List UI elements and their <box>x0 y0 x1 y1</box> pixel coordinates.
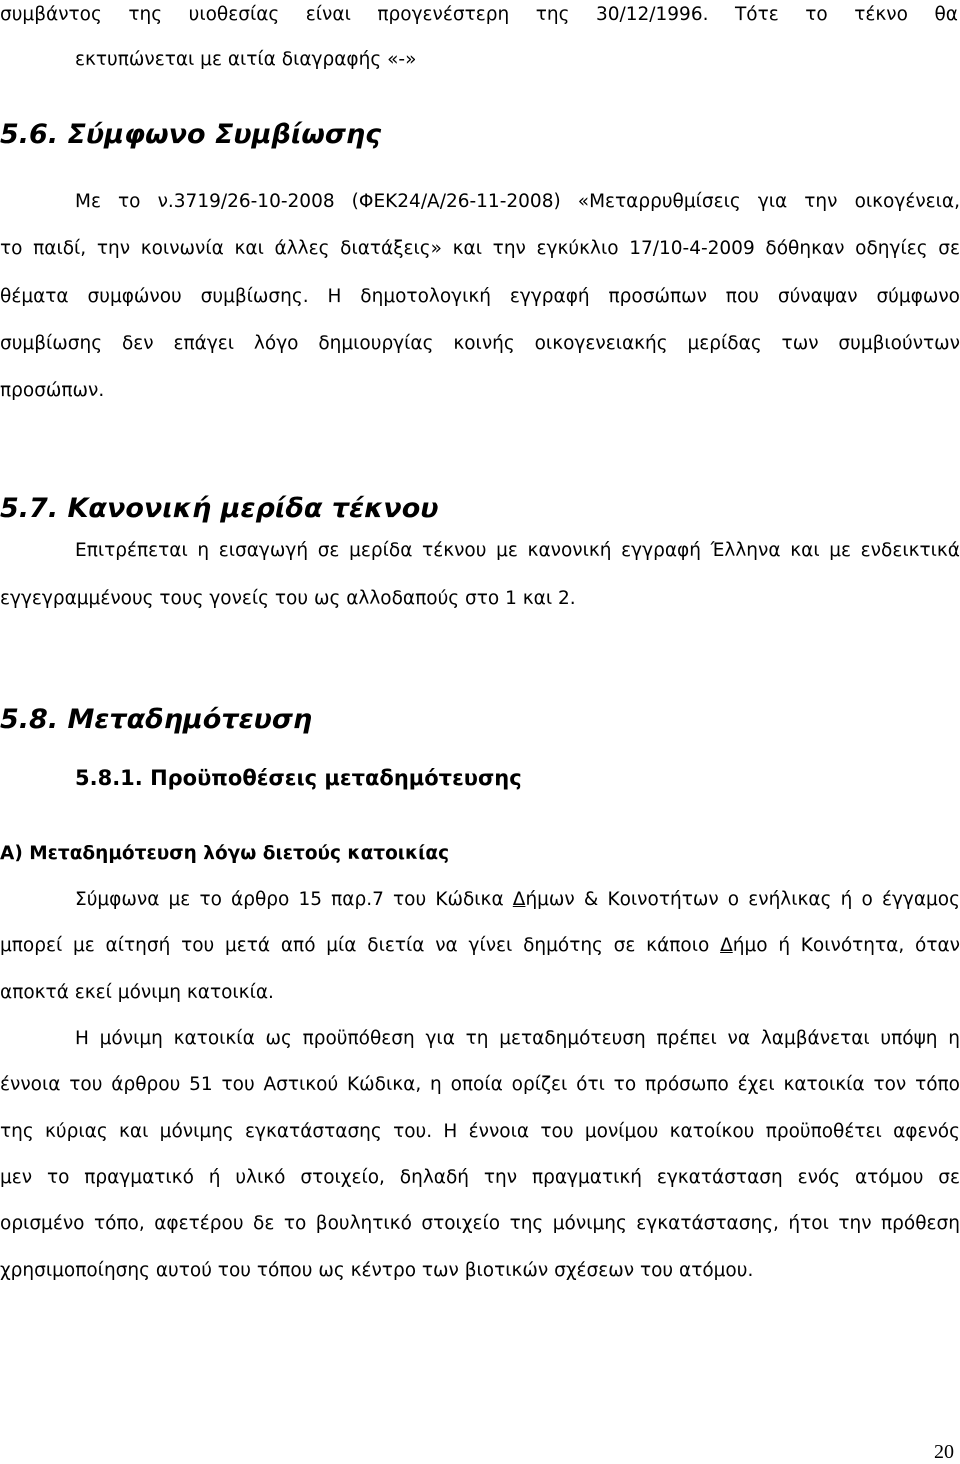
section-5-7-line-2: εγγεγραμμένους τους γονείς του ως αλλοδαπούς στο 1 και 2. <box>0 588 576 609</box>
subsection-heading-5-8-1: 5.8.1. Προϋποθέσεις μεταδημότευσης <box>75 766 522 790</box>
paragraph-1-line-1-text-b: ήμων & Κοινοτήτων ο ενήλικας ή ο έγγαμος <box>525 889 960 910</box>
section-heading-5-7: 5.7. Κανονική μερίδα τέκνου <box>0 493 439 524</box>
section-5-6-line-1: Με το ν.3719/26-10-2008 (ΦΕΚ24/Α/26-11-2008) «Μεταρρυθμίσεις για την οικογένεια, <box>75 191 960 212</box>
intro-line-2: εκτυπώνεται με αιτία διαγραφής «-» <box>75 49 417 70</box>
paragraph-2-line-3: της κύριας και μόνιμης εγκατάστασης του. Η έννοια του μονίμου κατοίκου προϋποθέτει αφενός <box>0 1121 960 1142</box>
paragraph-2-line-1: Η μόνιμη κατοικία ως προϋπόθεση για τη μεταδημότευση πρέπει να λαμβάνεται υπόψη η <box>75 1028 960 1049</box>
page-number: 20 <box>934 1441 954 1463</box>
paragraph-2-line-5: ορισμένο τόπο, αφετέρου δε το βουλητικό στοιχείο της μόνιμης εγκατάστασης, ήτοι την πρόθεση <box>0 1213 960 1234</box>
paragraph-1-line-2-underlined: Δ <box>720 935 733 956</box>
paragraph-1-line-1-underlined: Δ <box>512 889 526 910</box>
paragraph-1-line-2 <box>0 934 960 958</box>
section-5-6-line-4: συμβίωσης δεν επάγει λόγο δημιουργίας κοινής οικογενειακής μερίδας των συμβιούντων <box>0 333 960 354</box>
section-5-6-line-5: προσώπων. <box>0 380 105 401</box>
paragraph-1-line-2-text-a: μπορεί με αίτησή του μετά από μία διετία να γίνει δημότης σε κάποιο <box>0 935 721 956</box>
section-5-6-line-2: το παιδί, την κοινωνία και άλλες διατάξεις» και την εγκύκλιο 17/10-4-2009 δόθηκαν οδηγίες σε <box>0 238 960 259</box>
paragraph-2-line-6: χρησιμοποίησης αυτού του τόπου ως κέντρο των βιοτικών σχέσεων του ατόμου. <box>0 1260 754 1281</box>
subsection-a-title: Α) Μεταδημότευση λόγω διετούς κατοικίας <box>0 843 450 864</box>
paragraph-1-line-1 <box>75 888 960 912</box>
section-heading-5-8: 5.8. Μεταδημότευση <box>0 704 313 735</box>
section-heading-5-6: 5.6. Σύμφωνο Συμβίωσης <box>0 119 382 150</box>
paragraph-1-line-3: αποκτά εκεί μόνιμη κατοικία. <box>0 982 274 1003</box>
paragraph-1-line-2-text-b: ήμο ή Κοινότητα, όταν <box>732 935 960 956</box>
paragraph-1-line-1-text-a: Σύμφωνα με το άρθρο 15 παρ.7 του Κώδικα <box>75 889 513 910</box>
paragraph-2-line-2: έννοια του άρθρου 51 του Αστικού Κώδικα, η οποία ορίζει ότι το πρόσωπο έχει κατοικία τον τόπο <box>0 1074 960 1095</box>
section-5-7-line-1: Επιτρέπεται η εισαγωγή σε μερίδα τέκνου με κανονική εγγραφή Έλληνα και με ενδεικτικά <box>75 540 960 561</box>
intro-line-1: συμβάντος της υιοθεσίας είναι προγενέστερη της 30/12/1996. Τότε το τέκνο θα <box>0 4 958 25</box>
paragraph-2-line-4: μεν το πραγματικό ή υλικό στοιχείο, δηλαδή την πραγματική εγκατάσταση ενός ατόμου σε <box>0 1167 960 1188</box>
section-5-6-line-3: θέματα συμφώνου συμβίωσης. Η δημοτολογική εγγραφή προσώπων που σύναψαν σύμφωνο <box>0 286 960 307</box>
